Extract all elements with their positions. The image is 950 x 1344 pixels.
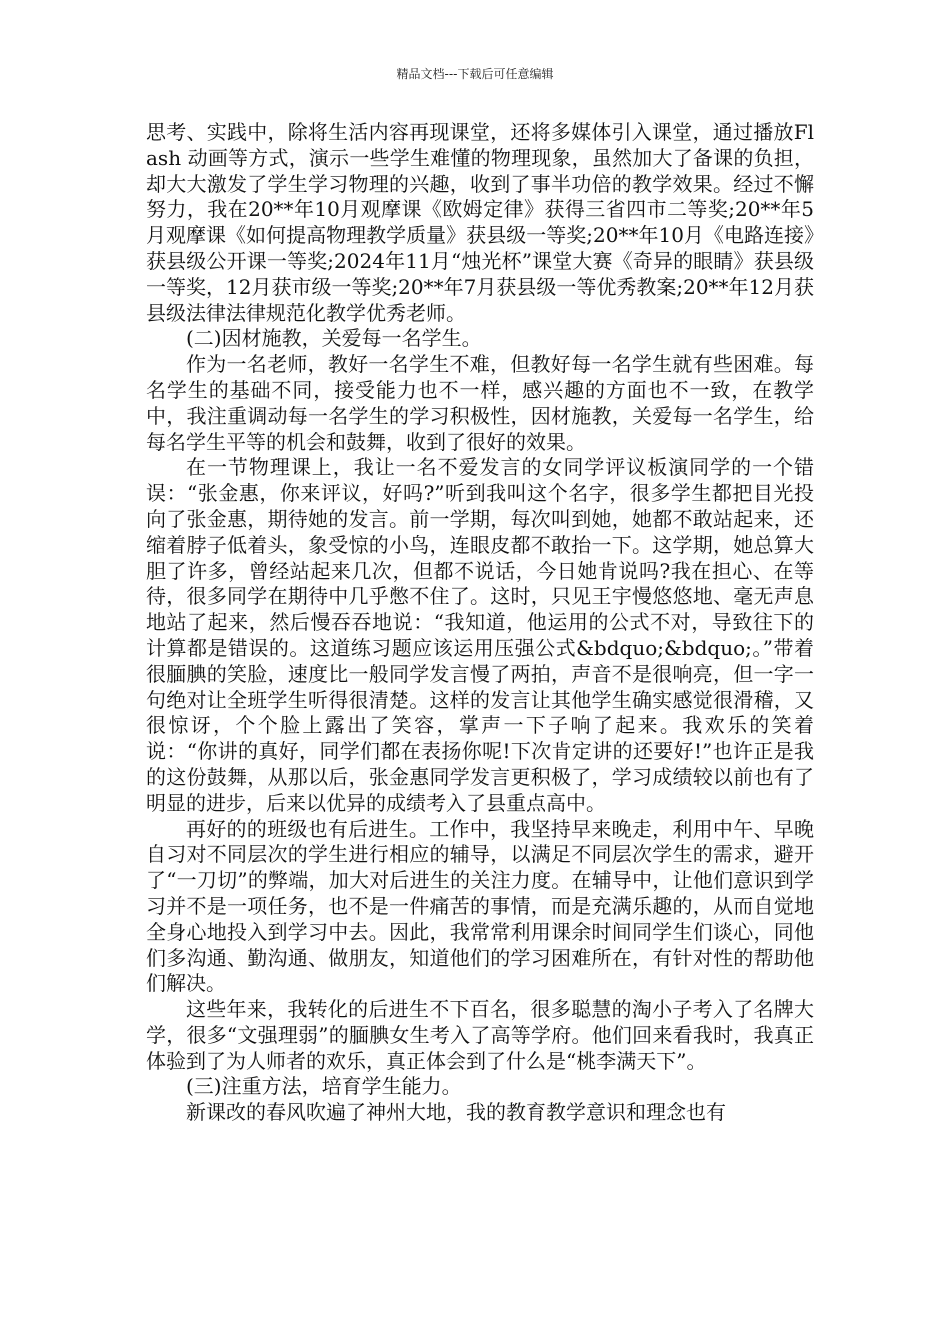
paragraph-curriculum-reform: 新课改的春风吹遍了神州大地，我的教育教学意识和理念也有 bbox=[186, 1100, 726, 1125]
paragraph-teaching-every-student: 作为一名老师，教好一名学生不难，但教好每一名学生就有些困难。每名学生的基础不同，接受能力也不一样，感兴趣的方面也不一致，在教学中，我注重调动每一名学生的学习积极性，因材施教，关爱每一名学生，给每名学生平等的机会和鼓舞，收到了很好的效果。 bbox=[146, 352, 814, 454]
document-body bbox=[146, 120, 814, 1126]
paragraph-classroom-anecdote: 在一节物理课上，我让一名不爱发言的女同学评议板演同学的一个错误：“张金惠，你来评议，好吗?”听到我叫这个名字，很多学生都把目光投向了张金惠，期待她的发言。前一学期，每次叫到她，她都不敢站起来，还缩着脖子低着头，象受惊的小鸟，连眼皮都不敢抬一下。这学期，她总算大胆了许多，曾经站起来几次，但都不说话，今日她肯说吗?我在担心、在等待，很多同学在期待中几乎憋不住了。这时，只见王宇慢悠悠地、毫无声息地站了起来，然后慢吞吞地说：“我知道，他运用的公式不对，导致往下的计算都是错误的。这道练习题应该运用压强公式&bdquo;&bdquo;。”带着很腼腆的笑脸，速度比一般同学发言慢了两拍，声音不是很响亮，但一字一句绝对让全班学生听得很清楚。这样的发言让其他学生确实感觉很滑稽，又很惊讶，个个脸上露出了笑容，掌声一下子响了起来。我欢乐的笑着说：“你讲的真好，同学们都在表扬你呢!下次肯定讲的还要好!”也许正是我的这份鼓舞，从那以后，张金惠同学发言更积极了，学习成绩较以前也有了明显的进步，后来以优异的成绩考入了县重点高中。 bbox=[146, 455, 814, 815]
paragraph-results: 这些年来，我转化的后进生不下百名，很多聪慧的淘小子考入了名牌大学，很多“文强理弱”的腼腆女生考入了高等学府。他们回来看我时，我真正体验到了为人师者的欢乐，真正体会到了什么是“桃李满天下”。 bbox=[146, 997, 814, 1073]
section-heading-teach-by-aptitude: (二)因材施教，关爱每一名学生。 bbox=[186, 326, 482, 351]
paragraph-teaching-methods-awards: 思考、实践中，除将生活内容再现课堂，还将多媒体引入课堂，通过播放Flash 动画等方式，演示一些学生难懂的物理现象，虽然加大了备课的负担，却大大激发了学生学习物理的兴趣，收到了事半功倍的教学效果。经过不懈努力，我在20**年10月观摩课《欧姆定律》获得三省四市二等奖;20**年5月观摩课《如何提高物理教学质量》获县级一等奖;20**年10月《电路连接》获县级公开课一等奖;2024年11月“烛光杯”课堂大赛《奇异的眼睛》获县级一等奖，12月获市级一等奖;20**年7月获县级一等优秀教案;20**年12月获县级法律法律规范化教学优秀老师。 bbox=[146, 120, 814, 325]
paragraph-struggling-students: 再好的的班级也有后进生。工作中，我坚持早来晚走，利用中午、早晚自习对不同层次的学生进行相应的辅导，以满足不同层次学生的需求，避开了“一刀切”的弊端，加大对后进生的关注力度。在辅导中，让他们意识到学习并不是一项任务，也不是一件痛苦的事情，而是充满乐趣的，从而自觉地全身心地投入到学习中去。因此，我常常利用课余时间同学生们谈心，同他们多沟通、勤沟通、做朋友，知道他们的学习困难所在，有针对性的帮助他们解决。 bbox=[146, 816, 814, 996]
page-header: 精品文档---下载后可任意编辑 bbox=[396, 67, 554, 81]
section-heading-methods-abilities: (三)注重方法，培育学生能力。 bbox=[186, 1074, 462, 1099]
